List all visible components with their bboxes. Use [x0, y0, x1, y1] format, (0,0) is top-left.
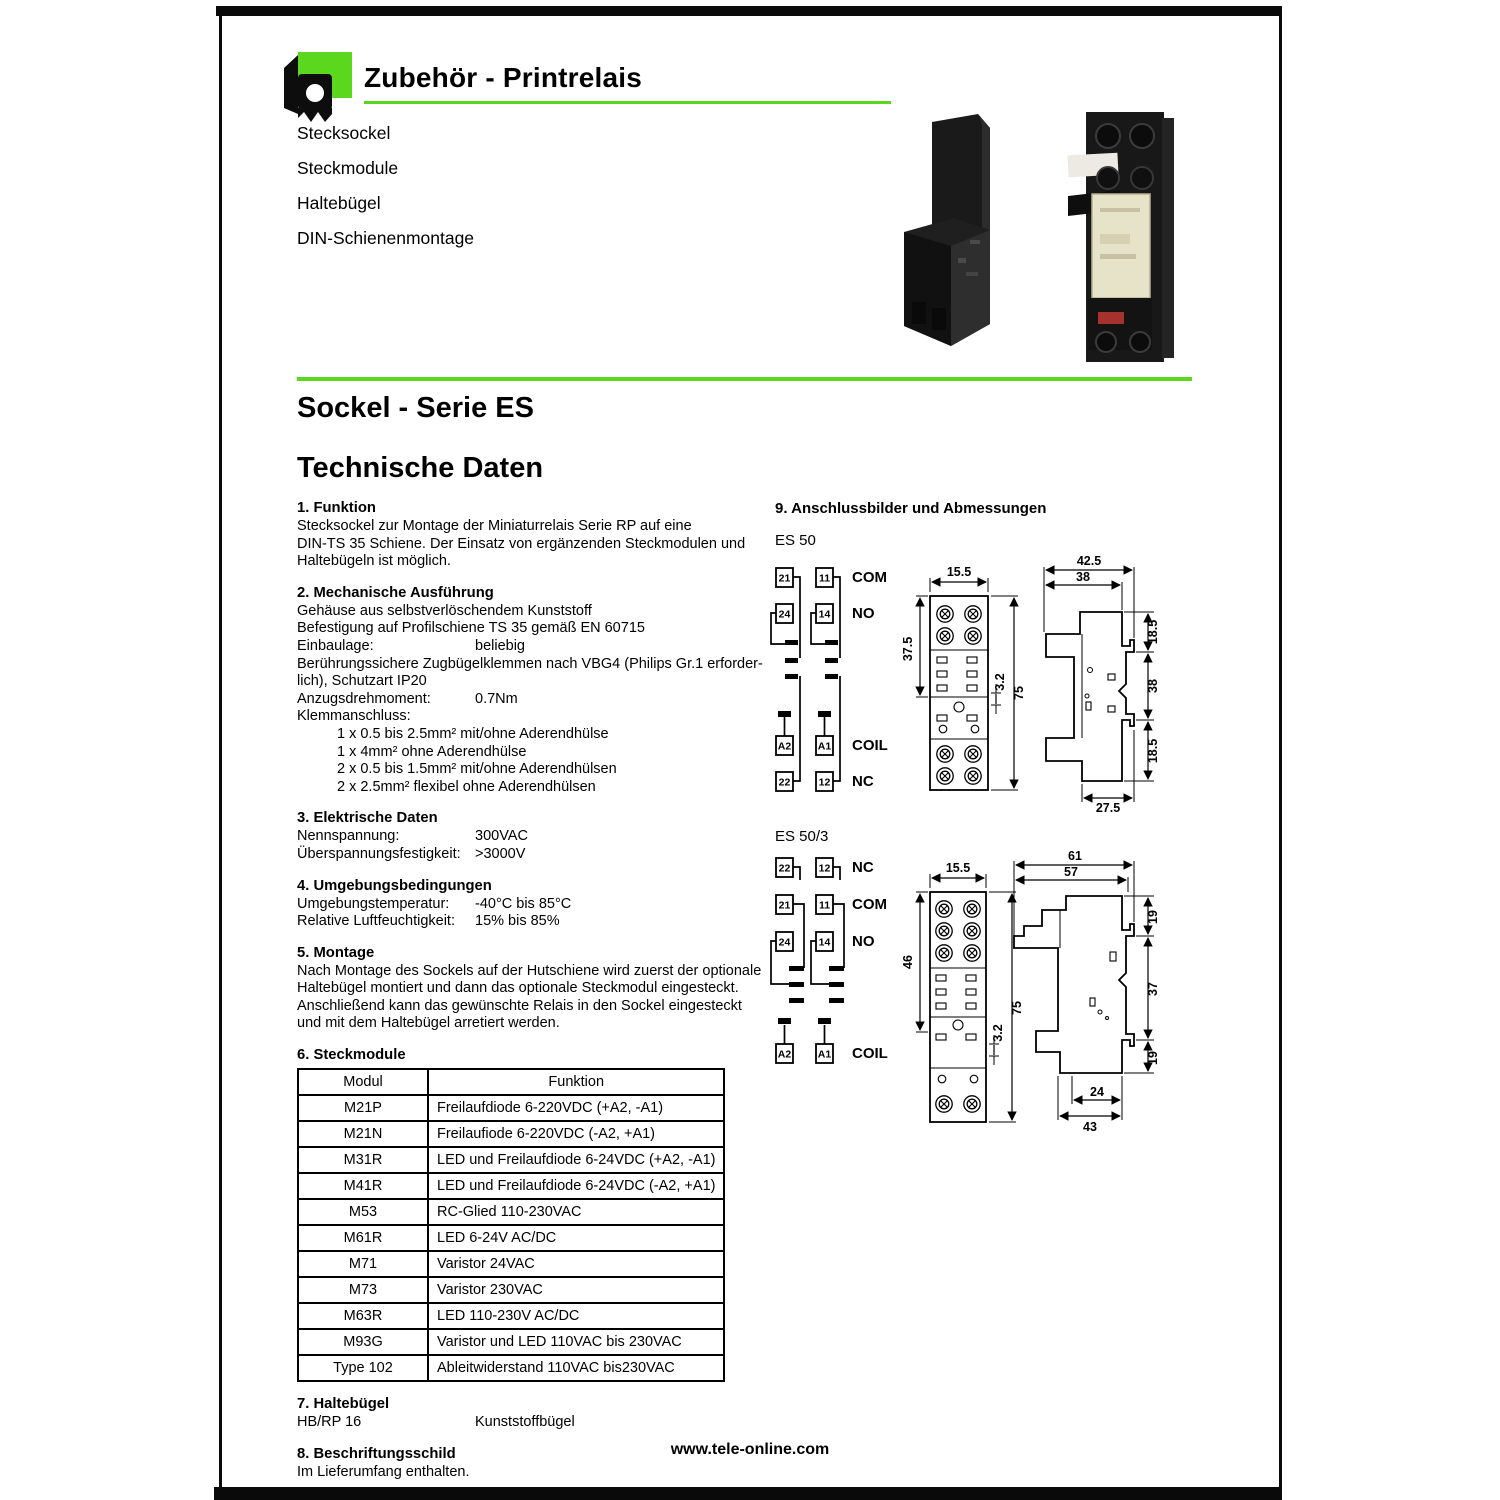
svg-text:A1: A1 [817, 740, 832, 753]
modul-cell: M21N [298, 1121, 428, 1147]
svg-text:COIL: COIL [852, 737, 888, 754]
svg-text:NO: NO [852, 605, 875, 622]
section-elektrik [297, 809, 759, 863]
spec-label: Relative Luftfeuchtigkeit: [297, 913, 455, 930]
text-line: Befestigung auf Profilschiene TS 35 gemäß EN 60715 [297, 620, 645, 637]
series-heading: Sockel - Serie ES [297, 392, 534, 424]
svg-text:COIL: COIL [852, 1045, 888, 1062]
modul-cell: M53 [298, 1199, 428, 1225]
svg-text:22: 22 [778, 776, 791, 789]
es503-diagram [770, 848, 1200, 1158]
es50-schematic [771, 568, 888, 791]
svg-text:37: 37 [1146, 982, 1160, 996]
svg-text:3.2: 3.2 [993, 673, 1007, 691]
svg-text:11: 11 [818, 572, 831, 585]
table-row [298, 1225, 724, 1251]
funktion-cell: Ableitwiderstand 110VAC bis230VAC [428, 1355, 724, 1381]
svg-text:24: 24 [778, 936, 791, 949]
text-line: Haltebügel montiert und dann das optionale Steckmodul eingesteckt. [297, 980, 739, 997]
funktion-cell: LED 6-24V AC/DC [428, 1225, 724, 1251]
section-steckmodule [297, 1046, 759, 1382]
svg-text:22: 22 [778, 862, 791, 875]
svg-text:61: 61 [1068, 849, 1082, 863]
table-row [298, 1199, 724, 1225]
spec-row [297, 913, 759, 931]
svg-text:19: 19 [1146, 910, 1160, 924]
diagrams-heading: 9. Anschlussbilder und Abmessungen [775, 500, 1047, 517]
spec-value: Kunststoffbügel [475, 1414, 575, 1431]
text-line: DIN-TS 35 Schiene. Der Einsatz von ergänzenden Steckmodulen und [297, 535, 746, 552]
table-row [298, 1121, 724, 1147]
table-row [298, 1095, 724, 1121]
column-header: Funktion [428, 1069, 724, 1095]
funktion-cell: LED und Freilaufdiode 6-24VDC (-A2, +A1) [428, 1173, 724, 1199]
table-header-row [298, 1069, 724, 1095]
spec-row [297, 896, 759, 914]
es503-side-view [1014, 849, 1160, 1134]
svg-text:A2: A2 [777, 1048, 792, 1061]
modul-cell: M21P [298, 1095, 428, 1121]
page-edge-top [216, 6, 1282, 16]
section-heading: 1. Funktion [297, 500, 376, 516]
section-umgebung [297, 877, 759, 931]
funktion-cell: LED 110-230V AC/DC [428, 1303, 724, 1329]
section-funktion [297, 499, 759, 571]
funktion-cell: Varistor 24VAC [428, 1251, 724, 1277]
section-heading: 5. Montage [297, 944, 375, 961]
svg-text:11: 11 [818, 899, 831, 912]
section-heading: 2. Mechanische Ausführung [297, 584, 494, 601]
spec-row [297, 638, 759, 656]
tech-data-heading: Technische Daten [297, 452, 544, 484]
spec-value: -40°C bis 85°C [475, 895, 572, 912]
es503-schematic [771, 858, 888, 1063]
text-line: lich), Schutzart IP20 [297, 673, 427, 690]
svg-text:75: 75 [1010, 1001, 1024, 1015]
spec-row [297, 691, 759, 709]
spec-label: Überspannungsfestigkeit: [297, 845, 461, 862]
text-line: Stecksockel zur Montage der Miniaturrelais Serie RP auf eine [297, 518, 692, 534]
funktion-cell: Freilaufiode 6-220VDC (-A2, +A1) [428, 1121, 724, 1147]
text-line: Klemmanschluss: [297, 708, 411, 725]
svg-text:NO: NO [852, 933, 875, 950]
section-haltebuegel [297, 1395, 759, 1432]
svg-text:14: 14 [818, 936, 831, 949]
svg-text:A2: A2 [777, 740, 792, 753]
product-photo-relay-on-socket [1058, 108, 1190, 368]
es503-label: ES 50/3 [775, 828, 829, 845]
tele-logo [284, 52, 352, 122]
spec-value: 0.7Nm [475, 690, 518, 707]
spec-row [297, 828, 759, 846]
svg-text:24: 24 [778, 608, 791, 621]
svg-text:38: 38 [1076, 570, 1090, 584]
svg-text:46: 46 [901, 955, 915, 969]
spec-value: 300VAC [475, 828, 528, 845]
clamp-item: 1 x 4mm² ohne Aderendhülse [337, 743, 527, 760]
es50-label: ES 50 [775, 532, 816, 549]
table-row [298, 1147, 724, 1173]
section-heading: 7. Haltebügel [297, 1396, 390, 1413]
svg-text:14: 14 [818, 608, 831, 621]
spec-label: Umgebungstemperatur: [297, 895, 450, 912]
svg-text:19: 19 [1146, 1051, 1160, 1065]
svg-text:12: 12 [818, 862, 831, 875]
svg-text:COM: COM [852, 896, 887, 913]
section-heading: 3. Elektrische Daten [297, 810, 438, 827]
product-photo-socket [896, 112, 1020, 364]
spec-value: beliebig [475, 637, 525, 654]
footer-url: www.tele-online.com [670, 1441, 830, 1458]
es50-side-view [1044, 554, 1160, 815]
table-row [298, 1303, 724, 1329]
text-line: Anschließend kann das gewünschte Relais in den Sockel eingesteckt [297, 997, 742, 1014]
modul-cell: Type 102 [298, 1355, 428, 1381]
section-heading: 4. Umgebungsbedingungen [297, 877, 492, 894]
modul-cell: M93G [298, 1329, 428, 1355]
spec-value: >3000V [475, 845, 526, 862]
modul-cell: M31R [298, 1147, 428, 1173]
es50-front-view [901, 565, 1026, 790]
svg-text:24: 24 [1090, 1085, 1104, 1099]
svg-text:27.5: 27.5 [1095, 801, 1121, 815]
table-row [298, 1277, 724, 1303]
column-header: Modul [298, 1069, 428, 1095]
modul-cell: M71 [298, 1251, 428, 1277]
svg-text:COM: COM [852, 569, 887, 586]
funktion-cell: Varistor und LED 110VAC bis 230VAC [428, 1329, 724, 1355]
svg-text:21: 21 [778, 572, 791, 585]
table-row [298, 1355, 724, 1381]
section-divider-rule [297, 377, 1192, 381]
section-heading: 8. Beschriftungsschild [297, 1445, 456, 1462]
text-line: Berührungssichere Zugbügelklemmen nach VBG4 (Philips Gr.1 erforder- [297, 655, 763, 672]
svg-text:42.5: 42.5 [1076, 554, 1102, 568]
table-row [298, 1173, 724, 1199]
svg-text:15.5: 15.5 [945, 861, 971, 875]
svg-text:18.5: 18.5 [1146, 738, 1160, 764]
svg-text:21: 21 [778, 899, 791, 912]
svg-text:NC: NC [852, 859, 874, 876]
feature-item: DIN-Schienenmontage [297, 228, 475, 248]
spec-label: Nennspannung: [297, 828, 400, 845]
text-line: Im Lieferumfang enthalten. [297, 1463, 470, 1480]
spec-value: 15% bis 85% [475, 913, 560, 930]
svg-text:37.5: 37.5 [901, 636, 915, 662]
spec-row [297, 1414, 759, 1432]
svg-text:NC: NC [852, 773, 874, 790]
clamp-item: 2 x 0.5 bis 1.5mm² mit/ohne Aderendhülsen [337, 761, 617, 778]
svg-text:3.2: 3.2 [991, 1024, 1005, 1042]
funktion-cell: LED und Freilaufdiode 6-24VDC (+A2, -A1) [428, 1147, 724, 1173]
text-line: Gehäuse aus selbstverlöschendem Kunststoff [297, 602, 592, 619]
feature-item: Haltebügel [297, 193, 381, 213]
spec-label: HB/RP 16 [297, 1414, 362, 1431]
clamp-item: 1 x 0.5 bis 2.5mm² mit/ohne Aderendhülse [337, 725, 609, 742]
modul-cell: M41R [298, 1173, 428, 1199]
funktion-cell: Varistor 230VAC [428, 1277, 724, 1303]
tech-data-column [297, 499, 763, 1494]
es503-front-view [901, 861, 1024, 1122]
funktion-cell: RC-Glied 110-230VAC [428, 1199, 724, 1225]
svg-text:15.5: 15.5 [946, 565, 972, 579]
svg-text:18.5: 18.5 [1146, 619, 1160, 645]
steckmodule-table [297, 1068, 725, 1382]
modul-cell: M61R [298, 1225, 428, 1251]
spec-label: Anzugsdrehmoment: [297, 690, 431, 707]
funktion-cell: Freilaufdiode 6-220VDC (+A2, -A1) [428, 1095, 724, 1121]
page-edge-left [219, 6, 222, 1500]
svg-text:38: 38 [1146, 679, 1160, 693]
spec-label: Einbaulage: [297, 637, 374, 654]
svg-text:75: 75 [1012, 686, 1026, 700]
es50-diagram [770, 554, 1200, 834]
feature-item: Stecksockel [297, 123, 391, 143]
clamp-item: 2 x 2.5mm² flexibel ohne Aderendhülsen [337, 778, 596, 795]
table-row [298, 1251, 724, 1277]
table-row [298, 1329, 724, 1355]
text-line: Haltebügeln ist möglich. [297, 553, 451, 570]
section-mechanik [297, 584, 763, 797]
svg-text:57: 57 [1064, 865, 1078, 879]
title-underline [364, 101, 891, 104]
section-heading: 6. Steckmodule [297, 1047, 406, 1064]
modul-cell: M63R [298, 1303, 428, 1329]
page-edge-right [1279, 6, 1282, 1500]
modul-cell: M73 [298, 1277, 428, 1303]
svg-text:12: 12 [818, 776, 831, 789]
text-line: und mit dem Haltebügel arretiert werden. [297, 1015, 560, 1032]
svg-text:43: 43 [1083, 1120, 1097, 1134]
feature-list [297, 123, 474, 263]
text-line: Nach Montage des Sockels auf der Hutschiene wird zuerst der optionale [297, 962, 762, 979]
feature-item: Steckmodule [297, 158, 399, 178]
spec-row [297, 846, 759, 864]
page-title: Zubehör - Printrelais [364, 62, 643, 93]
svg-text:A1: A1 [817, 1048, 832, 1061]
section-montage [297, 944, 762, 1033]
